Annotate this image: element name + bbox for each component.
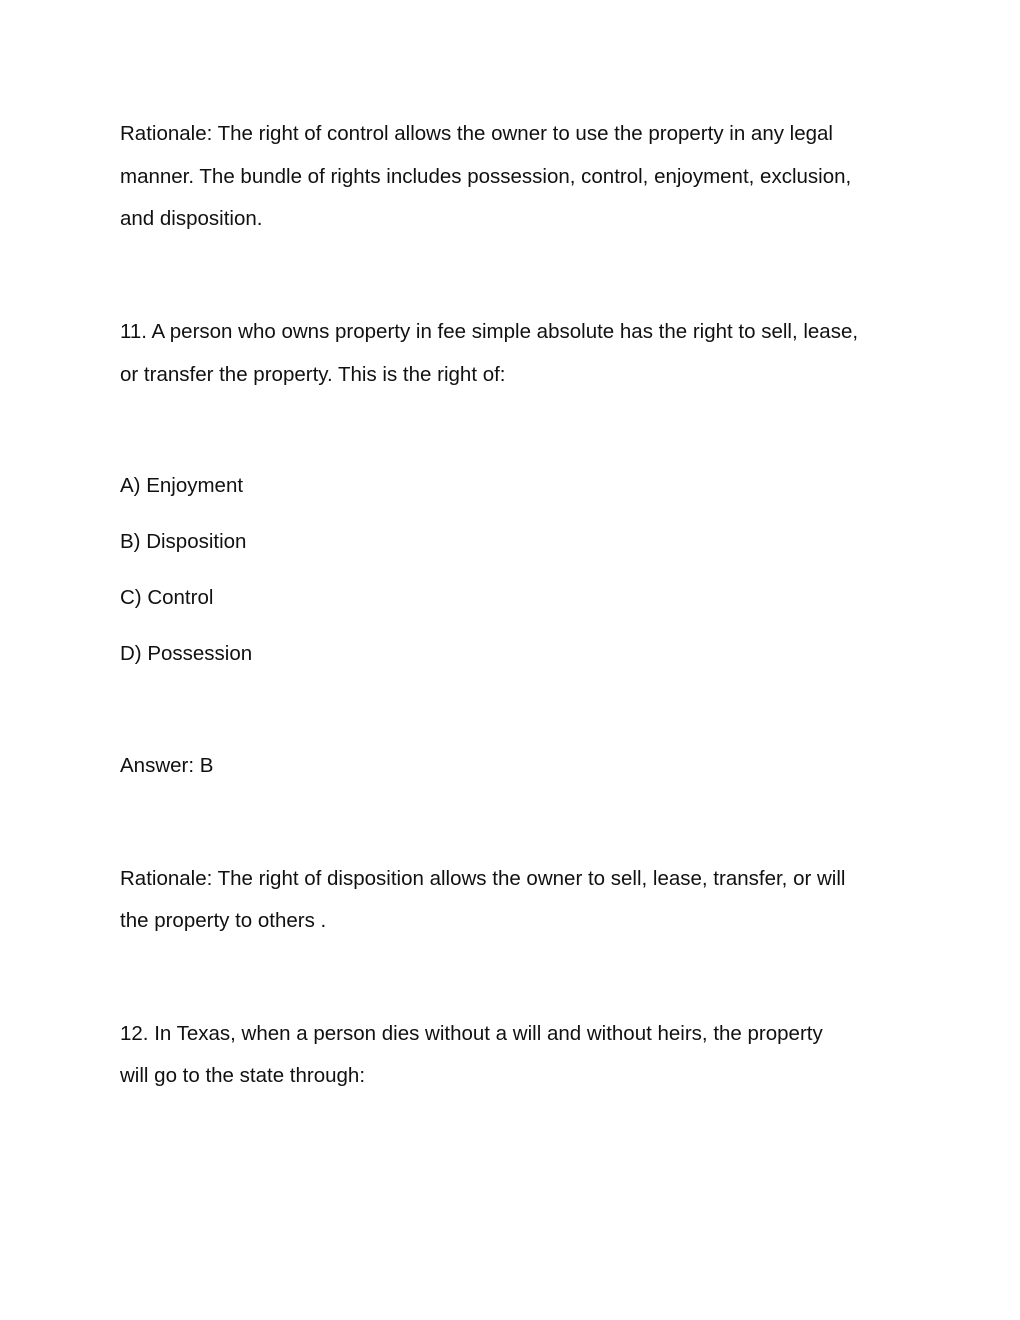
question-text-line: or transfer the property. This is the right of: (120, 363, 506, 386)
question-text-line: will go to the state through: (120, 1064, 366, 1087)
option-b: B) Disposition (120, 530, 247, 553)
option-c: C) Control (120, 586, 214, 609)
rationale-line: the property to others . (120, 909, 327, 932)
question-text-line: 11. A person who owns property in fee simple absolute has the right to sell, lease, (120, 320, 859, 343)
rationale-line: manner. The bundle of rights includes possession, control, enjoyment, exclusion, (120, 165, 852, 188)
answer-line: Answer: B (120, 754, 214, 777)
rationale-line: Rationale: The right of control allows the owner to use the property in any legal (120, 122, 833, 145)
question-text-line: 12. In Texas, when a person dies without a will and without heirs, the property (120, 1022, 823, 1045)
rationale-line: Rationale: The right of disposition allows the owner to sell, lease, transfer, or will (120, 867, 846, 890)
rationale-line: and disposition. (120, 207, 263, 230)
option-a: A) Enjoyment (120, 474, 244, 497)
option-d: D) Possession (120, 642, 253, 665)
